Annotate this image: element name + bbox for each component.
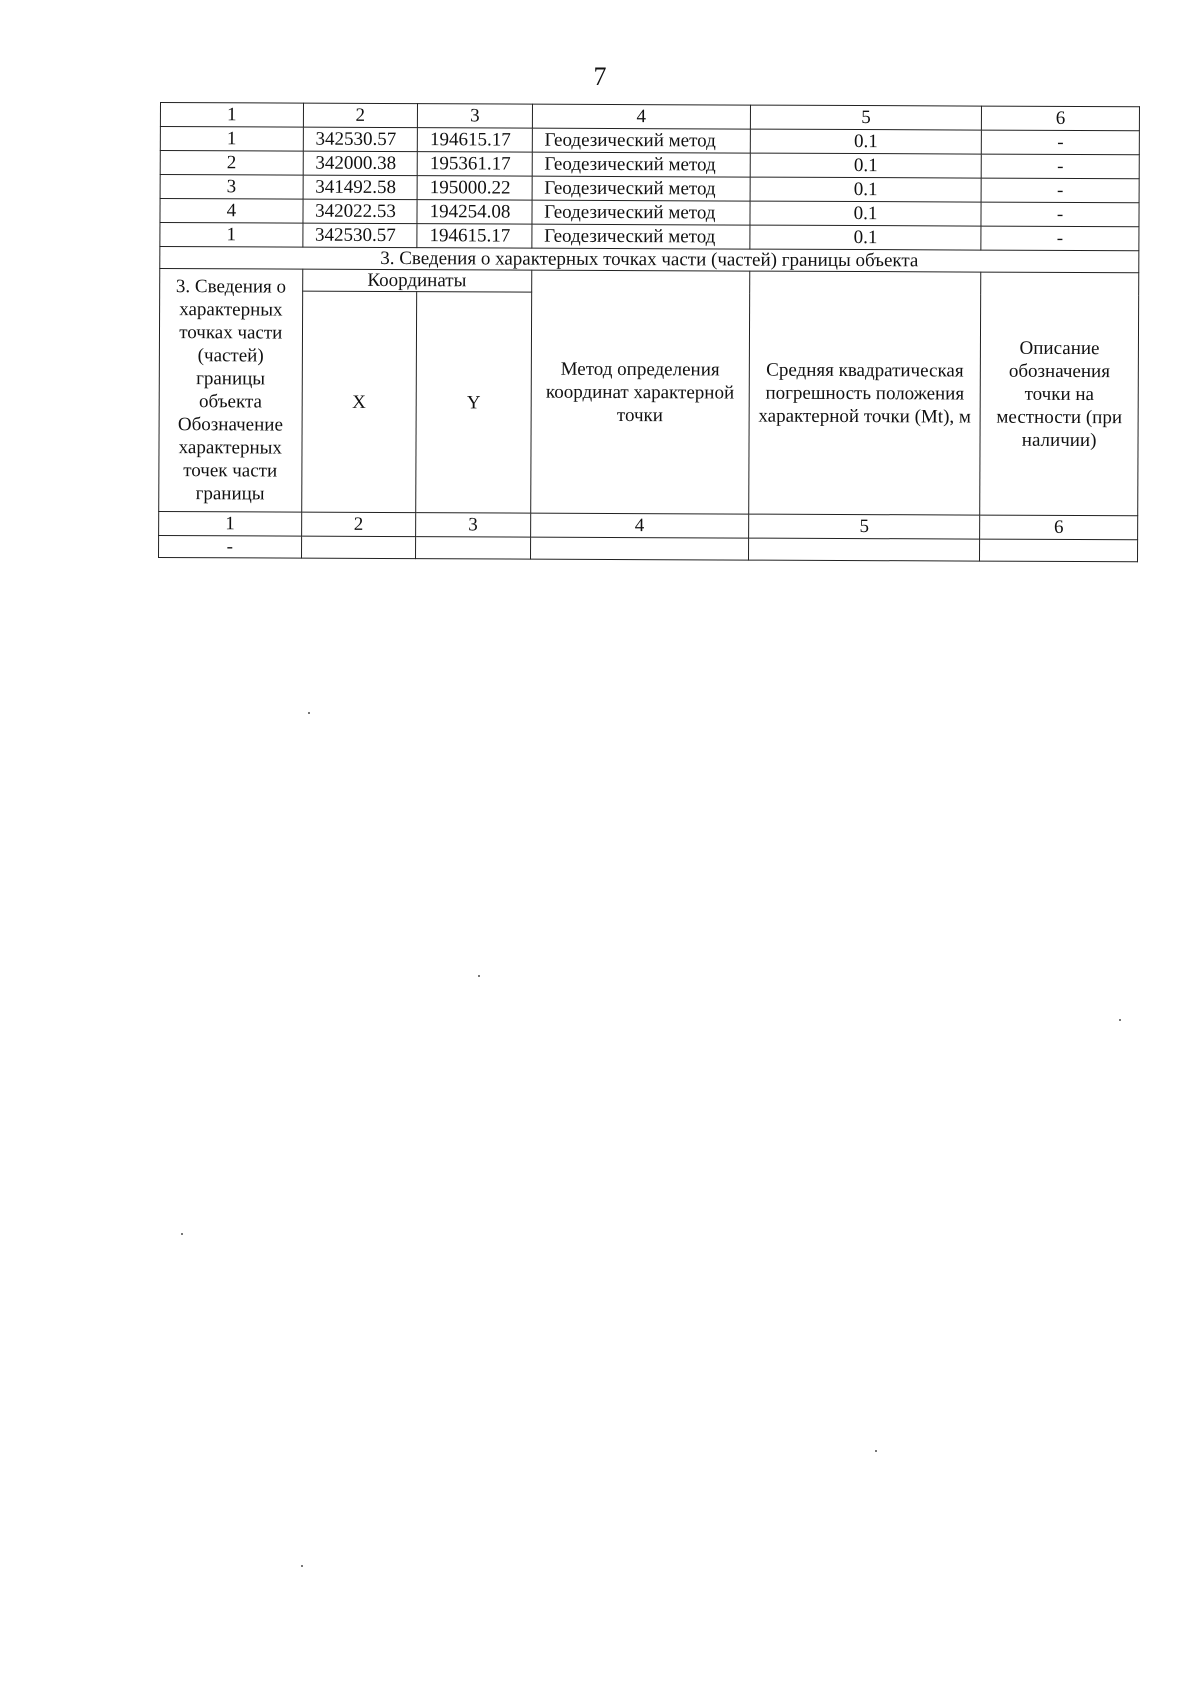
scan-speck <box>301 1565 303 1567</box>
y-cell: 195361.17 <box>417 152 532 176</box>
part-points-header: 3. Сведения о характерных точках части (частей) границы объекта Обозначение характерных точек части границы <box>159 269 303 513</box>
scan-speck <box>478 975 480 977</box>
number-cell: 5 <box>749 514 980 539</box>
y-cell: 194615.17 <box>417 224 532 248</box>
x-cell: 342530.57 <box>303 127 418 151</box>
header-cell: 4 <box>532 104 750 129</box>
number-cell: 3 <box>416 513 531 537</box>
method-cell: Геодезический метод <box>532 152 750 177</box>
x-header: X <box>301 291 416 512</box>
table-row <box>159 535 1138 561</box>
point-id-cell: 3 <box>160 175 303 200</box>
error-cell: 0.1 <box>750 225 981 250</box>
number-cell: 6 <box>980 515 1138 540</box>
error-cell: 0.1 <box>750 177 981 202</box>
description-cell: - <box>981 130 1139 155</box>
header-cell: 1 <box>160 103 303 128</box>
header-cell: 3 <box>418 104 533 128</box>
header-cell: 5 <box>750 105 981 130</box>
y-cell: 195000.22 <box>417 176 532 200</box>
scan-speck <box>875 1450 877 1452</box>
cell <box>301 536 416 558</box>
page-number: 7 <box>593 62 607 91</box>
x-cell: 341492.58 <box>303 175 418 199</box>
scan-speck <box>181 1233 183 1235</box>
coordinates-header: Координаты <box>302 269 531 292</box>
error-cell: 0.1 <box>750 153 981 178</box>
method-cell: Геодезический метод <box>532 200 750 225</box>
error-cell: 0.1 <box>750 201 981 226</box>
scan-speck <box>1119 1019 1121 1021</box>
point-id-cell: 4 <box>160 199 303 224</box>
cell <box>980 539 1138 562</box>
cell: - <box>159 535 302 558</box>
x-cell: 342022.53 <box>303 199 418 223</box>
method-cell: Геодезический метод <box>532 128 750 153</box>
description-cell: - <box>981 202 1139 227</box>
description-cell: - <box>981 154 1139 179</box>
description-header: Описание обозначения точки на местности (при наличии) <box>980 272 1139 516</box>
header-cell: 6 <box>982 106 1140 131</box>
scan-speck <box>308 712 310 714</box>
header-cell: 2 <box>303 103 418 127</box>
boundary-points-table <box>158 102 1140 562</box>
number-cell: 2 <box>301 512 416 536</box>
description-cell: - <box>981 178 1139 203</box>
x-cell: 342000.38 <box>303 151 418 175</box>
description-cell: - <box>981 226 1139 251</box>
y-header: Y <box>416 292 531 513</box>
point-id-cell: 1 <box>160 127 303 152</box>
point-id-cell: 2 <box>160 151 303 176</box>
method-header: Метод определения координат характерной точки <box>530 270 749 514</box>
point-id-cell: 1 <box>160 223 303 248</box>
number-cell: 1 <box>159 511 302 536</box>
y-cell: 194254.08 <box>417 200 532 224</box>
cell <box>416 537 531 559</box>
method-cell: Геодезический метод <box>532 224 750 249</box>
section-title: 3. Сведения о характерных точках части (частей) границы объекта <box>160 247 1139 273</box>
cell <box>748 538 979 561</box>
x-cell: 342530.57 <box>302 223 417 247</box>
method-cell: Геодезический метод <box>532 176 750 201</box>
cell <box>530 537 748 560</box>
number-cell: 4 <box>530 513 748 538</box>
error-header: Средняя квадратическая погрешность положения характерной точки (Mt), м <box>749 271 981 515</box>
y-cell: 194615.17 <box>417 128 532 152</box>
error-cell: 0.1 <box>750 129 981 154</box>
